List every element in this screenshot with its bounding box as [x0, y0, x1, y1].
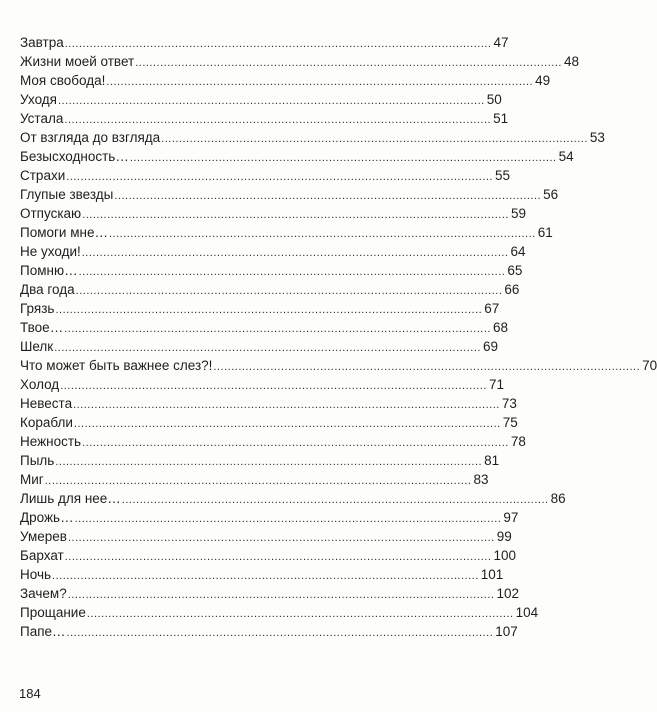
toc-entry — [20, 318, 508, 337]
toc-page-number: 99 — [496, 529, 512, 544]
dot-leader: ........................................................................................................................ — [74, 513, 502, 525]
dot-leader: ........................................................................................................................ — [52, 570, 479, 582]
toc-title: Папе… — [20, 624, 66, 639]
dot-leader: ........................................................................................................................ — [64, 551, 492, 563]
toc-entry — [20, 508, 519, 527]
toc-title: Шелк — [20, 339, 54, 354]
toc-title: Невеста — [20, 396, 73, 411]
toc-entry — [20, 71, 551, 90]
toc-title: Бархат — [20, 548, 64, 563]
toc-title: Ночь — [20, 567, 52, 582]
toc-page-number: 61 — [537, 225, 553, 240]
table-of-contents — [20, 33, 657, 641]
dot-leader: ........................................................................................................................ — [73, 418, 501, 430]
toc-entry — [20, 166, 511, 185]
toc-entry — [20, 223, 553, 242]
toc-title: Отпускаю — [20, 206, 82, 221]
dot-leader: ........................................................................................................................ — [108, 228, 536, 240]
toc-title: Твое… — [20, 320, 64, 335]
toc-entry — [20, 128, 605, 147]
dot-leader: ........................................................................................................................ — [55, 304, 483, 316]
toc-entry — [20, 90, 502, 109]
toc-entry — [20, 451, 500, 470]
toc-entry — [20, 33, 509, 52]
toc-title: Прощание — [20, 605, 86, 620]
toc-page-number: 97 — [503, 510, 519, 525]
dot-leader: ........................................................................................................................ — [135, 57, 562, 69]
dot-leader: ........................................................................................................................ — [73, 399, 500, 411]
toc-entry — [20, 280, 520, 299]
dot-leader: ........................................................................................................................ — [64, 114, 492, 126]
toc-page-number: 83 — [473, 472, 489, 487]
toc-page-number: 50 — [486, 92, 502, 107]
toc-entry — [20, 584, 519, 603]
toc-page-number: 100 — [493, 548, 516, 563]
page-number: 184 — [19, 686, 41, 701]
toc-title: Помоги мне… — [20, 225, 108, 240]
toc-page-number: 48 — [563, 54, 579, 69]
toc-page-number: 53 — [589, 130, 605, 145]
toc-title: Жизни моей ответ — [20, 54, 135, 69]
toc-title: Пыль — [20, 453, 55, 468]
toc-title: От взгляда до взгляда — [20, 130, 161, 145]
dot-leader: ........................................................................................................................ — [129, 152, 557, 164]
dot-leader: ........................................................................................................................ — [57, 95, 485, 107]
toc-entry — [20, 527, 512, 546]
dot-leader: ........................................................................................................................ — [82, 437, 509, 449]
dot-leader: ........................................................................................................................ — [121, 494, 549, 506]
toc-page-number: 68 — [492, 320, 508, 335]
toc-page-number: 56 — [543, 187, 559, 202]
toc-title: Лишь для нее… — [20, 491, 121, 506]
toc-title: Миг — [20, 472, 44, 487]
toc-entry — [20, 375, 504, 394]
dot-leader: ........................................................................................................................ — [60, 380, 487, 392]
toc-page-number: 65 — [507, 263, 523, 278]
toc-title: Холод — [20, 377, 60, 392]
toc-page-number: 64 — [510, 244, 526, 259]
toc-title: Корабли — [20, 415, 73, 430]
toc-page-number: 101 — [480, 567, 504, 582]
dot-leader: ........................................................................................................................ — [55, 456, 483, 468]
toc-title: Нежность — [20, 434, 82, 449]
dot-leader: ........................................................................................................................ — [86, 608, 514, 620]
toc-entry — [20, 109, 509, 128]
toc-entry — [20, 546, 516, 565]
toc-entry — [20, 261, 523, 280]
dot-leader: ........................................................................................................................ — [106, 76, 534, 88]
toc-page-number: 107 — [495, 624, 518, 639]
toc-title: Дрожь… — [20, 510, 74, 525]
toc-page-number: 47 — [493, 35, 509, 50]
toc-title: Грязь — [20, 301, 55, 316]
dot-leader: ........................................................................................................................ — [54, 342, 481, 354]
toc-page-number: 86 — [550, 491, 566, 506]
toc-title: Не уходи! — [20, 244, 81, 259]
toc-page-number: 70 — [642, 358, 657, 373]
toc-title: Глупые звезды — [20, 187, 114, 202]
toc-entry — [20, 603, 539, 622]
toc-page-number: 49 — [535, 73, 551, 88]
toc-entry — [20, 185, 559, 204]
dot-leader: ........................................................................................................................ — [213, 361, 641, 373]
toc-page-number: 102 — [496, 586, 519, 601]
dot-leader: ........................................................................................................................ — [161, 133, 588, 145]
toc-page-number: 54 — [558, 149, 574, 164]
toc-page-number: 69 — [482, 339, 498, 354]
toc-entry — [20, 242, 526, 261]
dot-leader: ........................................................................................................................ — [67, 532, 495, 544]
toc-page-number: 71 — [488, 377, 504, 392]
toc-page-number: 51 — [493, 111, 509, 126]
toc-entry — [20, 622, 518, 641]
toc-title: Моя свобода! — [20, 73, 106, 88]
toc-entry — [20, 413, 518, 432]
toc-title: Безысходность… — [20, 149, 129, 164]
toc-page-number: 67 — [484, 301, 500, 316]
dot-leader: ........................................................................................................................ — [64, 323, 491, 335]
dot-leader: ........................................................................................................................ — [67, 589, 495, 601]
dot-leader: ........................................................................................................................ — [78, 266, 506, 278]
toc-page-number: 59 — [510, 206, 526, 221]
toc-entry — [20, 470, 489, 489]
toc-title: Что может быть важнее слез?! — [20, 358, 213, 373]
toc-title: Два года — [20, 282, 75, 297]
toc-entry — [20, 337, 498, 356]
toc-page-number: 78 — [510, 434, 526, 449]
toc-title: Устала — [20, 111, 64, 126]
toc-page-number: 73 — [501, 396, 517, 411]
toc-title: Умерев — [20, 529, 67, 544]
toc-page-number: 81 — [484, 453, 500, 468]
toc-entry — [20, 204, 526, 223]
toc-entry — [20, 394, 517, 413]
toc-title: Страхи — [20, 168, 66, 183]
toc-entry — [20, 52, 579, 71]
toc-entry — [20, 147, 574, 166]
toc-title: Зачем? — [20, 586, 67, 601]
dot-leader: ........................................................................................................................ — [44, 475, 472, 487]
toc-page-number: 75 — [502, 415, 518, 430]
dot-leader: ........................................................................................................................ — [75, 285, 503, 297]
toc-title: Завтра — [20, 35, 64, 50]
toc-page-number: 55 — [495, 168, 511, 183]
toc-title: Уходя — [20, 92, 57, 107]
dot-leader: ........................................................................................................................ — [81, 247, 509, 259]
dot-leader: ........................................................................................................................ — [66, 627, 494, 639]
dot-leader: ........................................................................................................................ — [64, 38, 492, 50]
toc-entry — [20, 489, 566, 508]
toc-entry — [20, 565, 504, 584]
toc-entry — [20, 432, 526, 451]
toc-entry — [20, 356, 657, 375]
dot-leader: ........................................................................................................................ — [66, 171, 493, 183]
toc-page-number: 66 — [504, 282, 520, 297]
toc-page-number: 104 — [515, 605, 539, 620]
dot-leader: ........................................................................................................................ — [114, 190, 542, 202]
toc-title: Помню… — [20, 263, 78, 278]
dot-leader: ........................................................................................................................ — [82, 209, 509, 221]
toc-entry — [20, 299, 500, 318]
